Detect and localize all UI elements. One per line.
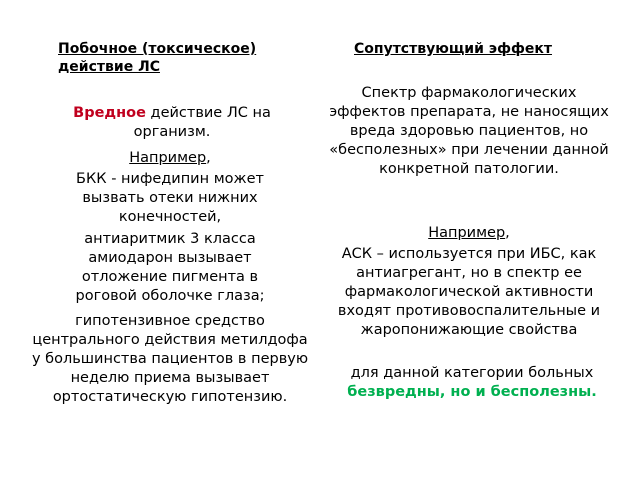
left-item-amiodarone: антиаритмик 3 класса амиодарон вызывает отложение пигмента в роговой оболочке глаза;: [75, 231, 265, 304]
right-item-conclusion: [340, 364, 604, 402]
harmful-definition: [52, 104, 292, 142]
harmful-word: Вредное: [73, 105, 146, 121]
right-example-label: [326, 224, 612, 243]
left-item-nifedipine: БКК - нифедипин может вызвать отеки нижних конечностей,: [76, 171, 264, 225]
left-column-title: Побочное (токсическое) действие ЛС: [58, 41, 257, 75]
left-example-label: [30, 149, 310, 168]
left-example-comma: ,: [206, 150, 211, 166]
left-item-methyldopa: гипотензивное средство центрального действия метилдофа у большинства пациентов в первую неделю приема вызывает ортостатическую гипотензию.: [31, 313, 309, 405]
right-conclusion-text: для данной категории больных: [350, 365, 594, 381]
right-example-word: Например: [428, 225, 506, 241]
right-conclusion-highlight: безвредны, но и бесполезны.: [347, 384, 597, 400]
harmful-rest: действие ЛС на организм.: [133, 105, 271, 140]
right-example-comma: ,: [505, 225, 510, 241]
left-example-word: Например: [129, 150, 207, 166]
side-effect-definition: Спектр фармакологических эффектов препарата, не наносящих вреда здоровью пациентов, но «бесполезных» при лечении данной конкретной патологии.: [329, 85, 609, 177]
right-column-title: Сопутствующий эффект: [354, 41, 552, 57]
right-item-ask: АСК – используется при ИБС, как антиагрегант, но в спектр ее фармакологической активности входят противовоспалительные и жаропонижающие свойства: [337, 246, 601, 338]
